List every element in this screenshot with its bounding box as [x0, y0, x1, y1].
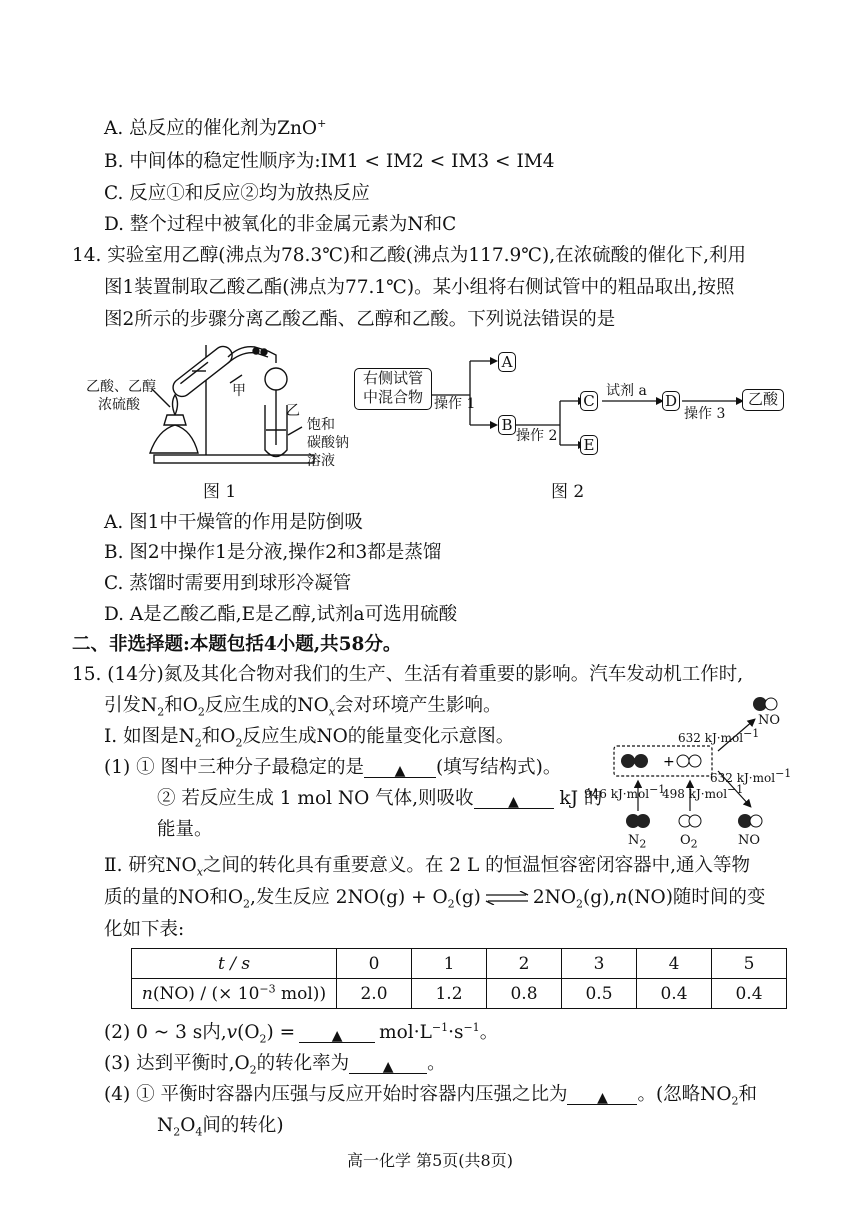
q15-line2: 引发$N_2$和$O_2$反应生成的$NO_x$会对环境产生影响。 — [104, 695, 502, 719]
energy-value-o2: 498 kJ·mol$^{-1}$ — [662, 783, 744, 801]
table-cell: 2 — [487, 949, 562, 979]
q15-q2: (2) 0 ~ 3 s内$,v(O_2)$ = ▲ $mol\cdot L^{-1}\cdot s^{-1}$。 — [104, 1020, 499, 1046]
q14-option-b: B. 图2中操作1是分液,操作2和3都是蒸馏 — [104, 542, 442, 563]
energy-label-no-bottom: NO — [738, 833, 761, 848]
no-amount-table — [131, 948, 787, 1009]
equilibrium-arrow-icon — [484, 891, 530, 905]
energy-value-n2: 946 kJ·mol$^{-1}$ — [584, 783, 666, 801]
q14-option-d: D. A是乙酸乙酯,E是乙醇,试剂a可选用硫酸 — [104, 604, 458, 625]
table-cell: 5 — [712, 949, 787, 979]
q14-option-c: C. 蒸馏时需要用到球形冷凝管 — [104, 573, 352, 594]
table-cell: 0 — [337, 949, 412, 979]
fig2-op3-label: 操作 3 — [684, 406, 726, 422]
q15-part2-line3: 化如下表: — [104, 919, 185, 940]
answer-blank[interactable]: ▲ — [364, 759, 436, 778]
energy-value-no-top: 632 kJ·mol$^{-1}$ — [678, 727, 760, 745]
fig1-caption: 图 1 — [203, 482, 237, 502]
fig1-label-sat2: 碳酸钠 — [307, 435, 349, 451]
q15-part2-line1: Ⅱ. 研究$NO_x$之间的转化具有重要意义。在 2 L 的恒温恒容密闭容器中,通入等物 — [104, 855, 751, 879]
fig2-caption: 图 2 — [551, 482, 585, 502]
fig2-node-d: D — [662, 391, 680, 411]
q15-q4-1: (4) ① 平衡时容器内压强与反应开始时容器内压强之比为 ▲ 。(忽略$NO_2$和 — [104, 1084, 758, 1108]
fig2-final-box: 乙酸 — [742, 389, 784, 411]
answer-blank[interactable]: ▲ — [474, 790, 554, 809]
table-cell: 0.4 — [637, 979, 712, 1009]
answer-blank[interactable]: ▲ — [349, 1055, 427, 1074]
energy-label-no-top: NO — [758, 713, 781, 728]
fig2-node-b: B — [498, 415, 516, 435]
q15-part1-intro: Ⅰ. 如图是$N_2$和$O_2$反应生成NO的能量变化示意图。 — [104, 726, 515, 750]
fig2-start-line1: 右侧试管 — [362, 369, 423, 387]
q13-option-c: C. 反应①和反应②均为放热反应 — [104, 183, 370, 204]
table-cell: 0.5 — [562, 979, 637, 1009]
energy-value-no-right: 632 kJ·mol$^{-1}$ — [710, 767, 792, 785]
q15-part2-line2: 质的量的NO和$O_2$,发生反应 $2NO(g) + O_2(g)$ $2NO_2(g),n(NO)$随时间的变 — [104, 887, 766, 911]
answer-blank[interactable]: ▲ — [299, 1024, 375, 1043]
q15-q3: (3) 达到平衡时$,O_2$的转化率为 ▲ 。 — [104, 1053, 446, 1077]
fig2-node-e: E — [580, 435, 598, 455]
page-footer: 高一化学 第5页(共8页) — [347, 1151, 513, 1170]
q13-option-a: A. 总反应的催化剂为ZnO+ — [104, 116, 327, 139]
q15-line1: 15. (14分)氮及其化合物对我们的生产、生活有着重要的影响。汽车发动机工作时, — [72, 664, 744, 685]
energy-label-o2: $O_2$ — [680, 833, 698, 851]
fig2-node-a: A — [498, 352, 516, 372]
table-cell: 1 — [412, 949, 487, 979]
q13-option-d: D. 整个过程中被氧化的非金属元素为N和C — [104, 214, 457, 235]
fig2-start-box — [354, 368, 432, 410]
table-cell: 2.0 — [337, 979, 412, 1009]
fig1-label-yi: 乙 — [286, 403, 300, 419]
q14-stem-line3: 图2所示的步骤分离乙酸乙酯、乙醇和乙酸。下列说法错误的是 — [104, 309, 616, 330]
fig2-reagent-label: 试剂 a — [606, 383, 647, 399]
q14-option-a: A. 图1中干燥管的作用是防倒吸 — [104, 512, 363, 533]
table-cell: 3 — [562, 949, 637, 979]
energy-label-n2: $N_2$ — [628, 833, 647, 851]
fig1-label-sat1: 饱和 — [307, 417, 335, 433]
q15-q1-1: (1) ① 图中三种分子最稳定的是 ▲ (填写结构式)。 — [104, 757, 562, 779]
table-row-label: n(NO) / (× $10^{-3}$ mol)) — [132, 979, 337, 1009]
answer-blank[interactable]: ▲ — [567, 1086, 637, 1105]
svg-text:+: + — [663, 754, 675, 770]
table-row — [132, 949, 787, 979]
fig2-op2-label: 操作 2 — [516, 428, 558, 444]
fig1-label-jia: 甲 — [232, 383, 246, 399]
fig1-label-reagent1: 乙酸、乙醇 — [86, 379, 156, 395]
table-header-label: t / s — [132, 949, 337, 979]
fig2-start-line2: 中混合物 — [362, 388, 423, 406]
fig2-node-c: C — [580, 391, 598, 411]
fig2-op1-label: 操作 1 — [434, 396, 476, 412]
q14-stem-line1: 14. 实验室用乙醇(沸点为78.3℃)和乙酸(沸点为117.9℃),在浓硫酸的催化下,利用 — [72, 245, 746, 266]
table-row — [132, 979, 787, 1009]
table-cell: 0.8 — [487, 979, 562, 1009]
fig1-label-sat3: 溶液 — [307, 453, 335, 469]
fig1-label-reagent2: 浓硫酸 — [98, 397, 140, 413]
q13-option-b: B. 中间体的稳定性顺序为:IM1 < IM2 < IM3 < IM4 — [104, 151, 555, 172]
q15-q1-2: ② 若反应生成 1 mol NO 气体,则吸收 ▲ kJ 的 — [157, 788, 603, 810]
q15-q1-2-cont: 能量。 — [157, 819, 213, 840]
q15-q4-1-cont: $N_2O_4$间的转化) — [157, 1115, 284, 1139]
table-cell: 4 — [637, 949, 712, 979]
q14-stem-line2: 图1装置制取乙酸乙酯(沸点为77.1℃)。某小组将右侧试管中的粗品取出,按照 — [104, 277, 735, 298]
section2-heading: 二、非选择题:本题包括4小题,共58分。 — [72, 634, 402, 655]
table-cell: 0.4 — [712, 979, 787, 1009]
table-cell: 1.2 — [412, 979, 487, 1009]
